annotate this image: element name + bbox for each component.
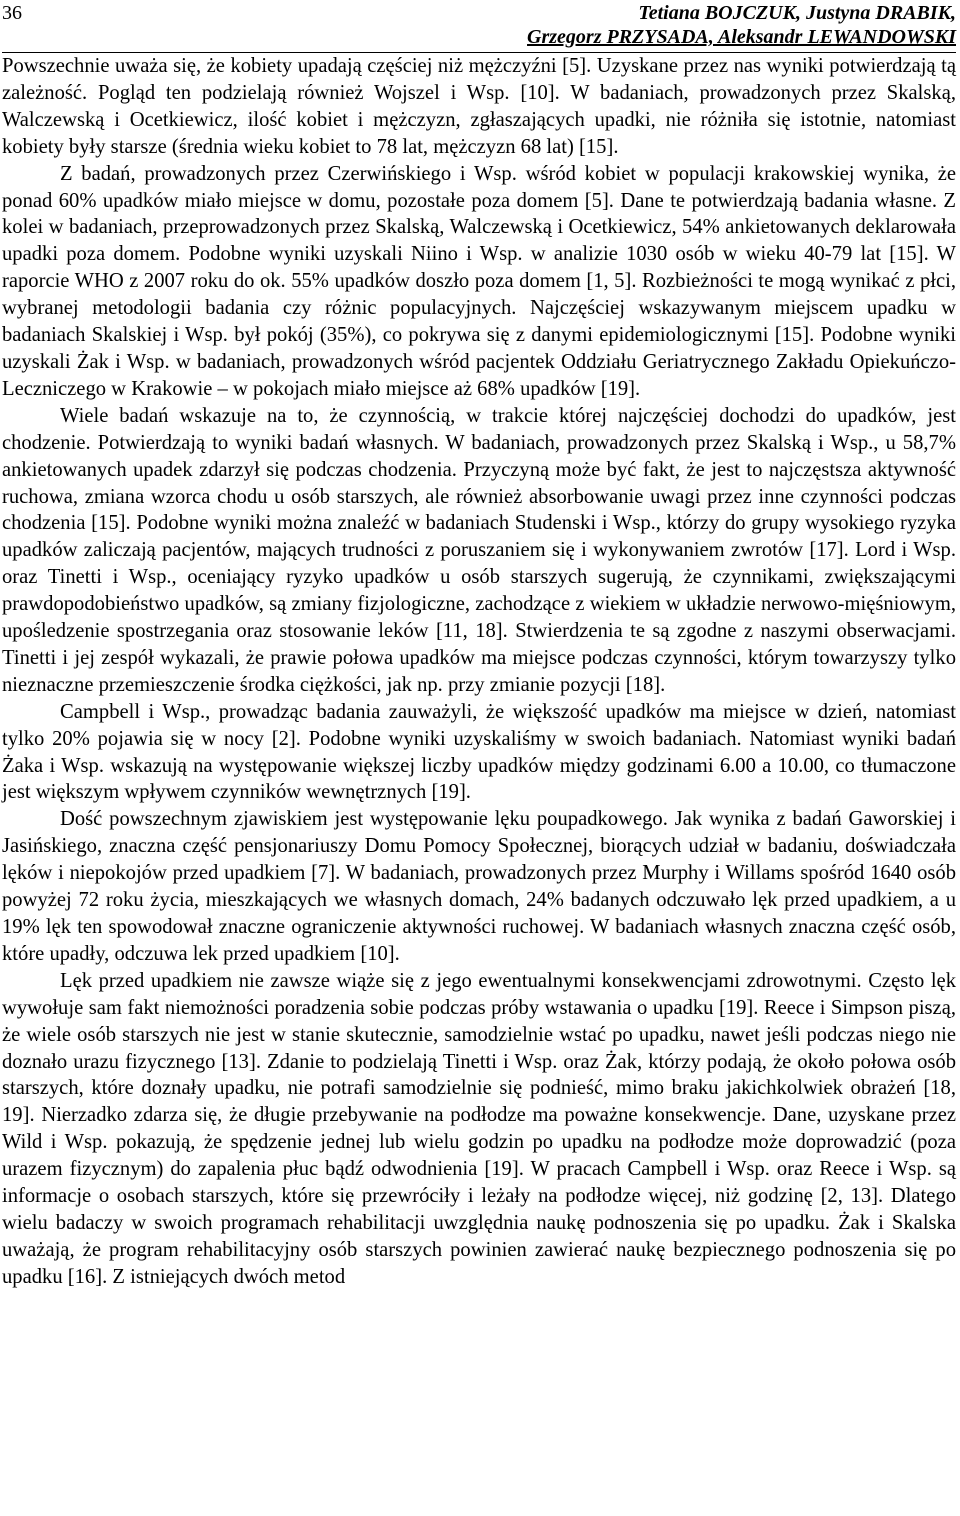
paragraph-6: Lęk przed upadkiem nie zawsze wiąże się z jego ewentualnymi konsekwencjami zdrowotnymi. Często lęk wywołuje sam fakt niemożności poradzenia sobie podczas próby wstawania o upadku [19]. Reece i Simpson piszą, że wiele osób starszych nie jest w stanie skutecznie, samodzielnie wstać po upadku, nawet jeśli podczas niego nie doznało urazu fizycznego [13]. Zdanie to podzielają Tinetti i Wsp. oraz Żak, którzy podają, że około połowa osób starszych, które doznały upadku, nie potrafi samodzielnie się podnieść, mimo braku jakichkolwiek obrażeń [18, 19]. Nierzadko zdarza się, że długie przebywanie na podłodze ma poważne konsekwencje. Dane, uzyskane przez Wild i Wsp. pokazują, że spędzenie jednej lub wielu godzin po upadku na podłodze może doprowadzić (poza urazem fizycznym) do zapalenia płuc bądź odwodnienia [19]. W pracach Campbell i Wsp. oraz Reece i Wsp. są informacje o osobach starszych, które się przewróciły i leżały na podłodze więcej, niż godzinę [2, 13]. Dlatego wielu badaczy w swoich programach rehabilitacji uwzględnia naukę podnoszenia się po upadku. Żak i Skalska uważają, że program rehabilitacyjny osób starszych powinien zawierać naukę bezpiecznego podnoszenia się po upadku [16]. Z istniejących dwóch metod [2,969,956,1288]
paragraph-4: Campbell i Wsp., prowadząc badania zauważyli, że większość upadków ma miejsce w dzień, natomiast tylko 20% pojawia się w nocy [2]. Podobne wyniki uzyskaliśmy w swoich badaniach. Natomiast wyniki badań Żaka i Wsp. wskazują na występowanie większej liczby upadków między godzinami 6.00 a 10.00, co tłumaczone jest większym wpływem czynników wewnętrznych [19]. [2,700,956,804]
authors-line-1: Tetiana BOJCZUK, Justyna DRABIK, [638,2,956,24]
paragraph-5: Dość powszechnym zjawiskiem jest występowanie lęku poupadkowego. Jak wynika z badań Gaworskiej i Jasińskiego, znaczna część pensjonariuszy Domu Pomocy Społecznej, biorących udział w badaniu, doświadczała lęków i niepokojów przed upadkiem [7]. W badaniach, prowadzonych przez Murphy i Willams spośród 1640 osób powyżej 72 roku życia, mieszkających we własnych domach, 24% badanych odczuwało lęk przed upadkiem, a u 19% lęk ten spowodował znaczne ograniczenie aktywności ruchowej. W badaniach własnych znaczna część osób, które upadły, odczuwa lek przed upadkiem [10]. [2,808,956,965]
running-header [2,0,956,53]
page-number: 36 [2,2,22,24]
article-body [2,53,956,1291]
running-header-authors [527,1,956,49]
paragraph-1: Powszechnie uważa się, że kobiety upadają częściej niż mężczyźni [5]. Uzyskane przez nas wyniki potwierdzają tą zależność. Pogląd ten podzielają również Wojszel i Wsp. [10]. W badaniach, prowadzonych przez Skalską, Walczewską i Ocetkiewicz, ilość kobiet i mężczyzn, zgłaszających upadki, nie różniła się istotnie, natomiast kobiety były starsze (średnia wieku kobiet to 78 lat, mężczyzn 68 lat) [15]. [2,55,956,158]
authors-line-2: Grzegorz PRZYSADA, Aleksandr LEWANDOWSKI [527,26,956,48]
document-page [2,0,956,1291]
paragraph-3: Wiele badań wskazuje na to, że czynnością, w trakcie której najczęściej dochodzi do upadków, jest chodzenie. Potwierdzają to wyniki badań własnych. W badaniach, prowadzonych przez Skalską i Wsp., u 58,7% ankietowanych upadek zdarzył się podczas chodzenia. Przyczyną może być fakt, że jest to najczęstsza aktywność ruchowa, zmiana wzorca chodu u osób starszych, ale również absorbowanie uwagi przez inne czynności podczas chodzenia [15]. Podobne wyniki można znaleźć w badaniach Studenski i Wsp., którzy do grupy wysokiego ryzyka upadków zaliczają pacjentów, mających trudności z poruszaniem się i wykonywaniem zwrotów [17]. Lord i Wsp. oraz Tinetti i Wsp., oceniający ryzyko upadków u osób starszych sugerują, że czynnikami, zwiększającymi prawdopodobieństwo upadków, są zmiany fizjologiczne, zachodzące z wiekiem w układzie nerwowo-mięśniowym, upośledzenie spostrzegania oraz stosowanie leków [11, 18]. Stwierdzenia te są zgodne z naszymi obserwacjami. Tinetti i jej zespół wykazali, że prawie połowa upadków ma miejsce podczas czynności, którym towarzyszy tylko nieznaczne przemieszczenie środka ciężkości, jak np. przy zmianie pozycji [18]. [2,404,956,696]
paragraph-2: Z badań, prowadzonych przez Czerwińskiego i Wsp. wśród kobiet w populacji krakowskiej wynika, że ponad 60% upadków miało miejsce w domu, pozostałe poza domem [5]. Dane te potwierdzają badania własne. Z kolei w badaniach, przeprowadzonych przez Skalską, Walczewską i Ocetkiewicz, 54% ankietowanych deklarowała upadki poza domem. Podobne wyniki uzyskali Niino i Wsp. w analizie 1030 osób w wieku 40-79 lat [15]. W raporcie WHO z 2007 roku do ok. 55% upadków doszło poza domem [1, 5]. Rozbieżności te mogą wynikać z płci, wybranej metodologii badania czy różnic populacyjnych. Najczęściej wskazywanym miejscem upadku w badaniach Skalskiej i Wsp. był pokój (35%), co pokrywa się z danymi epidemiologicznymi [15]. Podobne wyniki uzyskali Żak i Wsp. w badaniach, prowadzonych wśród pacjentek Oddziału Geriatrycznego Zakładu Opiekuńczo-Leczniczego w Krakowie – w pokojach miało miejsce aż 68% upadków [19]. [2,162,956,400]
